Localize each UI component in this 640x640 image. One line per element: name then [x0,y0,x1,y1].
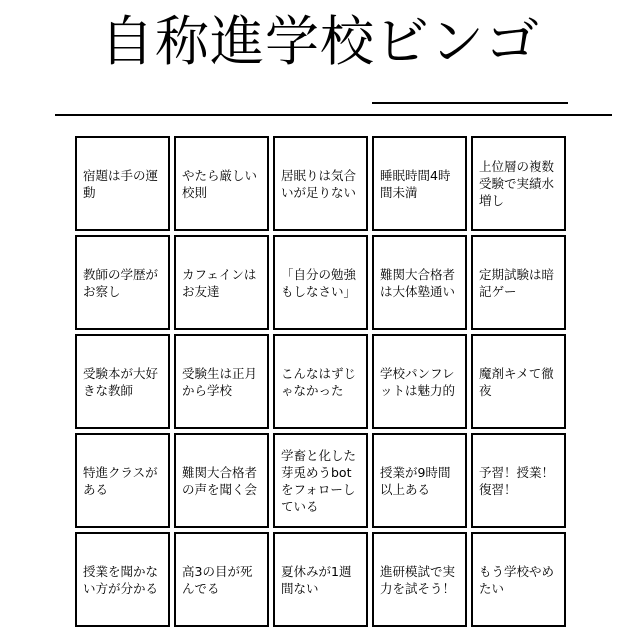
bingo-cell[interactable] [273,235,368,330]
bingo-cell[interactable] [372,532,467,627]
bingo-cell-text: 進研模試で実力を試そう！ [380,563,456,596]
bingo-cell[interactable] [174,334,269,429]
bingo-cell-text: 予習！授業！復習！ [479,464,555,497]
bingo-cell-text: やたら厳しい校則 [182,167,258,200]
bingo-cell[interactable] [75,334,170,429]
bingo-cell-text: 高3の目が死んでる [182,563,253,596]
bingo-cell[interactable] [471,136,566,231]
bingo-cell-text: 夏休みが1週間ない [281,563,352,596]
bingo-cell[interactable] [75,136,170,231]
bingo-cell-text: 「自分の勉強もしなさい」 [281,266,357,299]
bingo-cell[interactable] [471,433,566,528]
bingo-cell-text: 魔剤キメて徹夜 [479,365,554,398]
bingo-cell[interactable] [372,334,467,429]
bingo-cell[interactable] [372,433,467,528]
bingo-cell[interactable] [174,433,269,528]
bingo-cell-text: 上位層の複数受験で実績水増し [479,159,555,208]
bingo-cell-text: 定期試験は暗記ゲー [479,266,555,299]
bingo-cell[interactable] [273,334,368,429]
bingo-cell-text: 学校パンフレットは魅力的 [380,365,456,398]
bingo-cell[interactable] [471,235,566,330]
bingo-cell[interactable] [273,433,368,528]
bingo-cell-text: 特進クラスがある [83,464,158,497]
bingo-cell-text: もう学校やめたい [479,563,555,596]
bingo-cell[interactable] [372,235,467,330]
bingo-cell-text: 授業を聞かない方が分かる [83,563,159,596]
bingo-cell-text: 授業が9時間以上ある [380,464,451,497]
bingo-cell[interactable] [471,532,566,627]
bingo-cell-text: 睡眠時間4時間未満 [380,167,451,200]
bingo-cell-text: 難関大合格者は大体塾通い [380,266,456,299]
bingo-cell-text: 難関大合格者の声を聞く会 [182,464,258,497]
title-divider [55,114,612,116]
bingo-cell[interactable] [273,532,368,627]
bingo-cell-text: こんなはずじゃなかった [281,365,357,398]
bingo-cell[interactable] [75,532,170,627]
bingo-cell[interactable] [75,433,170,528]
bingo-cell-text: 受験本が大好きな教師 [83,365,159,398]
page-title: 自称進学校ビンゴ [100,10,540,73]
bingo-cell-text: 居眠りは気合いが足りない [281,167,357,200]
bingo-cell-text: 受験生は正月から学校 [182,365,258,398]
bingo-cell[interactable] [273,136,368,231]
bingo-cell[interactable] [471,334,566,429]
bingo-cell[interactable] [75,235,170,330]
bingo-cell-text: 教師の学歴がお察し [83,266,159,299]
bingo-grid [75,136,568,629]
bingo-cell[interactable] [174,532,269,627]
bingo-cell-text: カフェインはお友達 [182,266,257,299]
bingo-cell[interactable] [174,136,269,231]
name-line [372,102,568,104]
bingo-cell[interactable] [174,235,269,330]
bingo-cell-text: 学畜と化した芽兎めうbotをフォローしている [281,447,357,514]
bingo-cell-text: 宿題は手の運動 [83,167,159,200]
bingo-cell[interactable] [372,136,467,231]
